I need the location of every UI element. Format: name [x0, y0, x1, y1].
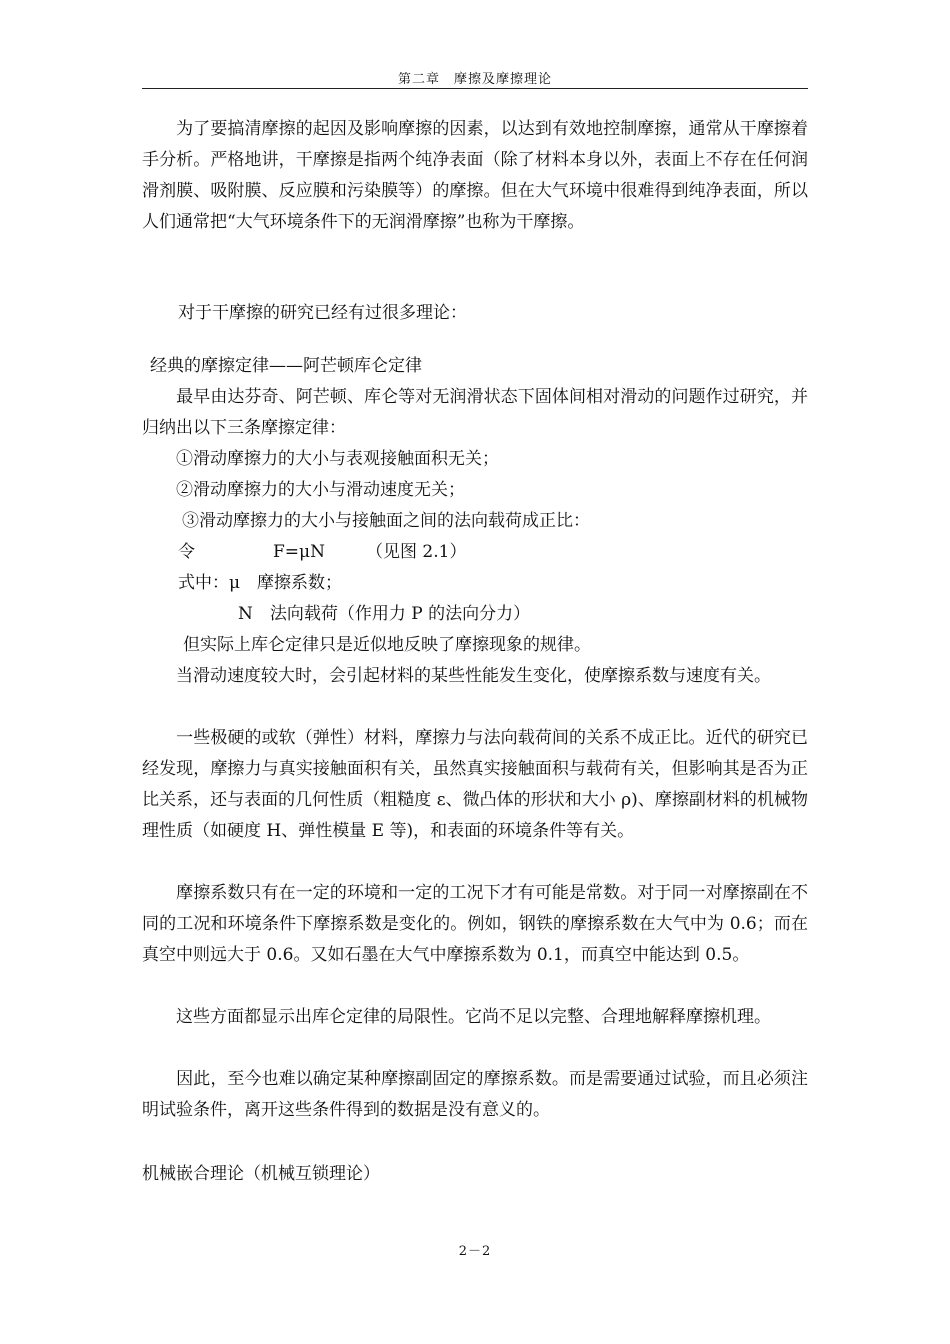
- paragraph-real-contact-area: 一些极硬的或软（弹性）材料，摩擦力与法向载荷间的关系不成正比。近代的研究已经发现，摩擦力与真实接触面积有关，虽然真实接触面积与载荷有关，但影响其是否为正比关系，还与表面的几何性质（粗糙度 ε、微凸体的形状和大小 ρ)、摩擦副材料的机械物理性质（如硬度 H、弹性模量 E 等)，和表面的环境条件等有关。: [142, 728, 808, 841]
- running-header: 第二章 摩擦及摩擦理论: [397, 72, 552, 87]
- paragraph-theories-intro: 对于干摩擦的研究已经有过很多理论：: [178, 303, 467, 323]
- section-heading-classical-law: 经典的摩擦定律——阿芒顿库仑定律: [150, 356, 422, 376]
- symbol-mu-definition: 式中：μ 摩擦系数；: [178, 573, 343, 593]
- friction-law-2: ②滑动摩擦力的大小与滑动速度无关；: [176, 480, 465, 500]
- formula-let: 令: [178, 542, 195, 562]
- section-heading-mechanical-interlocking: 机械嵌合理论（机械互锁理论）: [142, 1164, 380, 1184]
- paragraph-friction-laws-origin: 最早由达芬奇、阿芒顿、库仑等对无润滑状态下固体间相对滑动的问题作过研究，并归纳出以下三条摩擦定律：: [142, 387, 808, 438]
- paragraph-speed-effect: 当滑动速度较大时，会引起材料的某些性能发生变化，使摩擦系数与速度有关。: [142, 666, 771, 686]
- page-number: 2－2: [458, 1244, 492, 1259]
- friction-law-3: ③滑动摩擦力的大小与接触面之间的法向载荷成正比：: [182, 511, 590, 531]
- paragraph-dry-friction-definition: 为了要搞清摩擦的起因及影响摩擦的因素，以达到有效地控制摩擦，通常从干摩擦着手分析。严格地讲，干摩擦是指两个纯净表面（除了材料本身以外，表面上不存在任何润滑剂膜、吸附膜、反应膜和污染膜等）的摩擦。但在大气环境中很难得到纯净表面，所以人们通常把“大气环境条件下的无润滑摩擦”也称为干摩擦。: [142, 119, 808, 232]
- formula-equation: F=μN: [273, 542, 325, 562]
- friction-law-1: ①滑动摩擦力的大小与表观接触面积无关；: [176, 449, 499, 469]
- paragraph-coulomb-limitations: 这些方面都显示出库仑定律的局限性。它尚不足以完整、合理地解释摩擦机理。: [142, 1007, 771, 1027]
- formula-figure-ref: （见图 2.1）: [366, 542, 467, 562]
- header-divider: [142, 88, 808, 89]
- paragraph-coulomb-approximation: 但实际上库仑定律只是近似地反映了摩擦现象的规律。: [183, 635, 591, 655]
- symbol-n-definition: N 法向载荷（作用力 P 的法向分力）: [238, 604, 531, 624]
- paragraph-test-conditions: 因此，至今也难以确定某种摩擦副固定的摩擦系数。而是需要通过试验，而且必须注明试验条件，离开这些条件得到的数据是没有意义的。: [142, 1069, 808, 1120]
- paragraph-friction-coefficient-conditions: 摩擦系数只有在一定的环境和一定的工况下才有可能是常数。对于同一对摩擦副在不同的工况和环境条件下摩擦系数是变化的。例如，钢铁的摩擦系数在大气中为 0.6；而在真空中则远大于 0.6。又如石墨在大气中摩擦系数为 0.1，而真空中能达到 0.5。: [142, 883, 808, 965]
